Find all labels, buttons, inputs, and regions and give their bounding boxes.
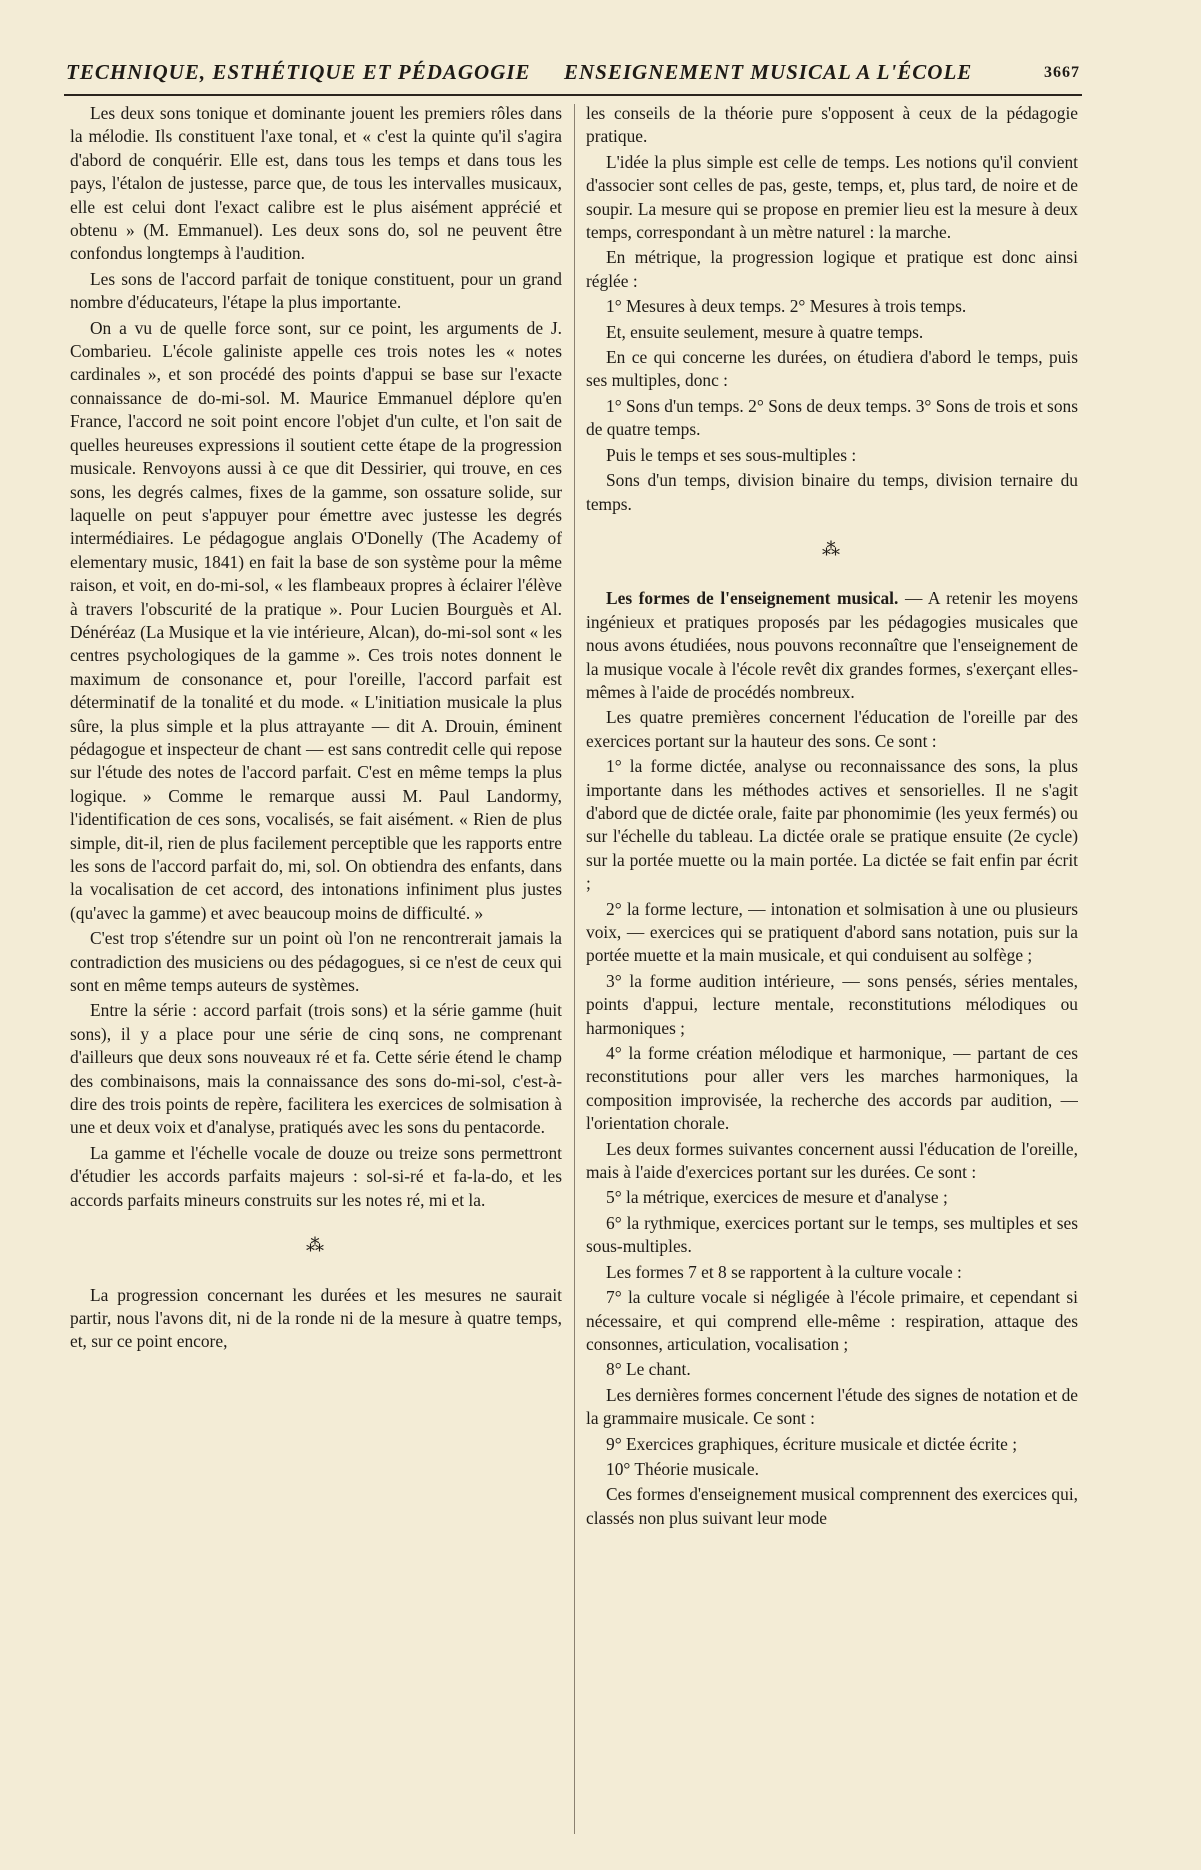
paragraph: Les sons de l'accord parfait de tonique constituent, pour un grand nombre d'éducateurs, l'étape la plus importante. xyxy=(70,268,562,313)
paragraph: 6° la rythmique, exercices portant sur le temps, ses multiples et ses sous-multiples. xyxy=(586,1212,1078,1257)
paragraph: Les deux formes suivantes concernent aussi l'éducation de l'oreille, mais à l'aide d'exercices portant sur les durées. Ce sont : xyxy=(586,1138,1078,1183)
paragraph: 1° Mesures à deux temps. 2° Mesures à trois temps. xyxy=(606,296,967,317)
page-number: 3667 xyxy=(1044,64,1080,81)
paragraph: 5° la métrique, exercices de mesure et d'analyse ; xyxy=(606,1187,948,1208)
paragraph: Les formes 7 et 8 se rapportent à la culture vocale : xyxy=(606,1261,962,1282)
paragraph: On a vu de quelle force sont, sur ce point, les arguments de J. Combarieu. L'école galiniste appelle ces trois notes les « notes cardinales », et son procédé des points d'appui se base sur l'exacte connaissance de do-mi-sol. M. Maurice Emmanuel déplore qu'en France, l'accord ne soit point encore l'objet d'un culte, et l'on sait de quelles heureuses expressions il soutient cette étape de la progression musicale. Renvoyons aussi à ce que dit Dessirier, qui trouve, en ces sons, les degrés calmes, fixes de la gamme, son ossature solide, sur laquelle on peut s'appuyer pour émettre avec justesse les degrés intermédiaires. Le pédagogue anglais O'Donelly (The Academy of elementary music, 1841) en fait la base de son système pour la même raison, et voit, en do-mi-sol, « les flambeaux propres à éclairer l'élève à travers l'obscurité de la pratique ». Pour Lucien Bourguès et Al. Dénéréaz (La Musique et la vie intérieure, Alcan), do-mi-sol sont « les centres psychologiques de la gamme ». Ces trois notes donnent le maximum de consonance et, pour l'oreille, l'accord parfait est déterminatif de la tonalité et du mode. « L'initiation musicale la plus sûre, la plus simple et la plus attrayante — dit A. Drouin, éminent pédagogue et inspecteur de chant — est sans contredit celle qui repose sur l'étude des notes de l'accord parfait. C'est en même temps la plus logique. » Comme le remarque aussi M. Paul Landormy, l'identification de ces sons, vocalisés, se fait aisément. « Rien de plus simple, dit-il, rien de plus facilement perceptible que les rapports entre les sons de l'accord parfait do, mi, sol. On obtiendra des enfants, dans la vocalisation de cet accord, des intonations infiniment plus justes (qu'avec la gamme) et avec beaucoup moins de difficulté. » xyxy=(70,317,562,923)
paragraph: 9° Exercices graphiques, écriture musicale et dictée écrite ; xyxy=(606,1433,1018,1454)
paragraph: 7° la culture vocale si négligée à l'école primaire, et cependant si nécessaire, et qui comprend elle-même : respiration, attaque des consonnes, articulation, vocalisation ; xyxy=(586,1287,1078,1354)
paragraph: Les quatre premières concernent l'éducation de l'oreille par des exercices portant sur la hauteur des sons. Ce sont : xyxy=(586,707,1078,751)
section-lead-text: — A retenir les moyens ingénieux et pratiques proposés par les pédagogies musicales que nous avons étudiées, nous pouvons reconnaître que l'enseignement de la musique vocale à l'école revêt dix grandes formes, s'exerçant elles-mêmes à l'aide de procédés nombreux. xyxy=(586,588,1078,702)
paragraph: Puis le temps et ses sous-multiples : xyxy=(606,444,857,465)
paragraph: 10° Théorie musicale. xyxy=(606,1458,759,1479)
section-heading: Les formes de l'enseignement musical. xyxy=(606,588,899,609)
paragraph: 2° la forme lecture, — intonation et solmisation à une ou plusieurs voix, — exercices qui se pratiquent d'abord sans notation, puis sur la portée muette et la main musicale, et qui conduisent au solfège ; xyxy=(586,898,1078,966)
paragraph: 3° la forme audition intérieure, — sons pensés, séries mentales, points d'appui, lecture mentale, reconstitutions mélodiques ou harmoniques ; xyxy=(586,970,1078,1038)
running-header xyxy=(64,58,1082,96)
paragraph: 8° Le chant. xyxy=(606,1359,691,1380)
paragraph: Entre la série : accord parfait (trois sons) et la série gamme (huit sons), il y a place pour une série de cinq sons, ne comprenant d'ailleurs que deux sons nouveaux ré et fa. Cette série étend le champ des combinaisons, mais la connaissance des sons do-mi-sol, c'est-à-dire des trois points de repère, facilitera les exercices de solmisation à une et deux voix et d'analyse, pratiqués avec les sons du pentacorde. xyxy=(70,1000,562,1138)
left-column xyxy=(70,102,562,1847)
paragraph: La progression concernant les durées et les mesures ne saurait partir, nous l'avons dit, ni de la ronde ni de la mesure à quatre temps, et, sur ce point encore, xyxy=(70,1284,562,1352)
paragraph: Les dernières formes concernent l'étude des signes de notation et de la grammaire musicale. Ce sont : xyxy=(586,1384,1078,1429)
column-divider xyxy=(574,104,575,1834)
paragraph: les conseils de la théorie pure s'opposent à ceux de la pédagogie pratique. xyxy=(586,103,1078,147)
section-separator: ⁂ xyxy=(822,538,842,559)
paragraph: En métrique, la progression logique et pratique est donc ainsi réglée : xyxy=(586,247,1078,291)
section-separator: ⁂ xyxy=(306,1235,326,1256)
paragraph: 1° la forme dictée, analyse ou reconnaissance des sons, la plus importante dans les méthodes actives et sensorielles. Il ne s'agit d'abord que de dictée orale, faite par phonomimie (les yeux fermés) ou sur l'échelle du tableau. La dictée orale se pratique ensuite (2e cycle) sur la portée muette ou la main portée. La dictée se fait enfin par écrit ; xyxy=(586,756,1078,894)
paragraph: Sons d'un temps, division binaire du temps, division ternaire du temps. xyxy=(586,470,1078,514)
paragraph: C'est trop s'étendre sur un point où l'on ne rencontrerait jamais la contradiction des musiciens ou des pédagogues, si ce n'est de ceux qui sont en même temps auteurs de systèmes. xyxy=(70,928,562,996)
right-column xyxy=(586,102,1078,1847)
header-right-title: ENSEIGNEMENT MUSICAL A L'ÉCOLE xyxy=(564,60,973,84)
header-left-title: TECHNIQUE, ESTHÉTIQUE ET PÉDAGOGIE xyxy=(66,60,531,84)
paragraph: Et, ensuite seulement, mesure à quatre temps. xyxy=(606,321,924,342)
paragraph: 4° la forme création mélodique et harmonique, — partant de ces reconstitutions pour aller vers les marches harmoniques, la composition improvisée, la recherche des accords par audition, — l'orientation chorale. xyxy=(586,1043,1078,1134)
paragraph: La gamme et l'échelle vocale de douze ou treize sons permettront d'étudier les accords parfaits majeurs : sol-si-ré et fa-la-do, et les accords parfaits mineurs construits sur les notes ré, mi et la. xyxy=(70,1142,562,1210)
paragraph: L'idée la plus simple est celle de temps. Les notions qu'il convient d'associer sont celles de pas, geste, temps, et, plus tard, de noire et de soupir. La mesure qui se propose en premier lieu est la mesure à deux temps, correspondant à un mètre naturel : la marche. xyxy=(586,151,1078,243)
paragraph: Les deux sons tonique et dominante jouent les premiers rôles dans la mélodie. Ils constituent l'axe tonal, et « c'est la quinte qu'il s'agira d'abord de conquérir. Elle est, dans tous les temps et dans tous les pays, l'étalon de justesse, parce que, de tous les intervalles musicaux, elle est celui dont l'exact calibre est le plus aisément apprécié et obtenu » (M. Emmanuel). Les deux sons do, sol ne peuvent être confondus longtemps à l'audition. xyxy=(70,103,562,264)
paragraph: 1° Sons d'un temps. 2° Sons de deux temps. 3° Sons de trois et sons de quatre temps. xyxy=(586,395,1078,440)
paragraph: En ce qui concerne les durées, on étudiera d'abord le temps, puis ses multiples, donc : xyxy=(586,347,1078,391)
section-paragraph xyxy=(586,587,1078,704)
paragraph: Ces formes d'enseignement musical comprennent des exercices qui, classés non plus suivant leur mode xyxy=(586,1484,1078,1528)
